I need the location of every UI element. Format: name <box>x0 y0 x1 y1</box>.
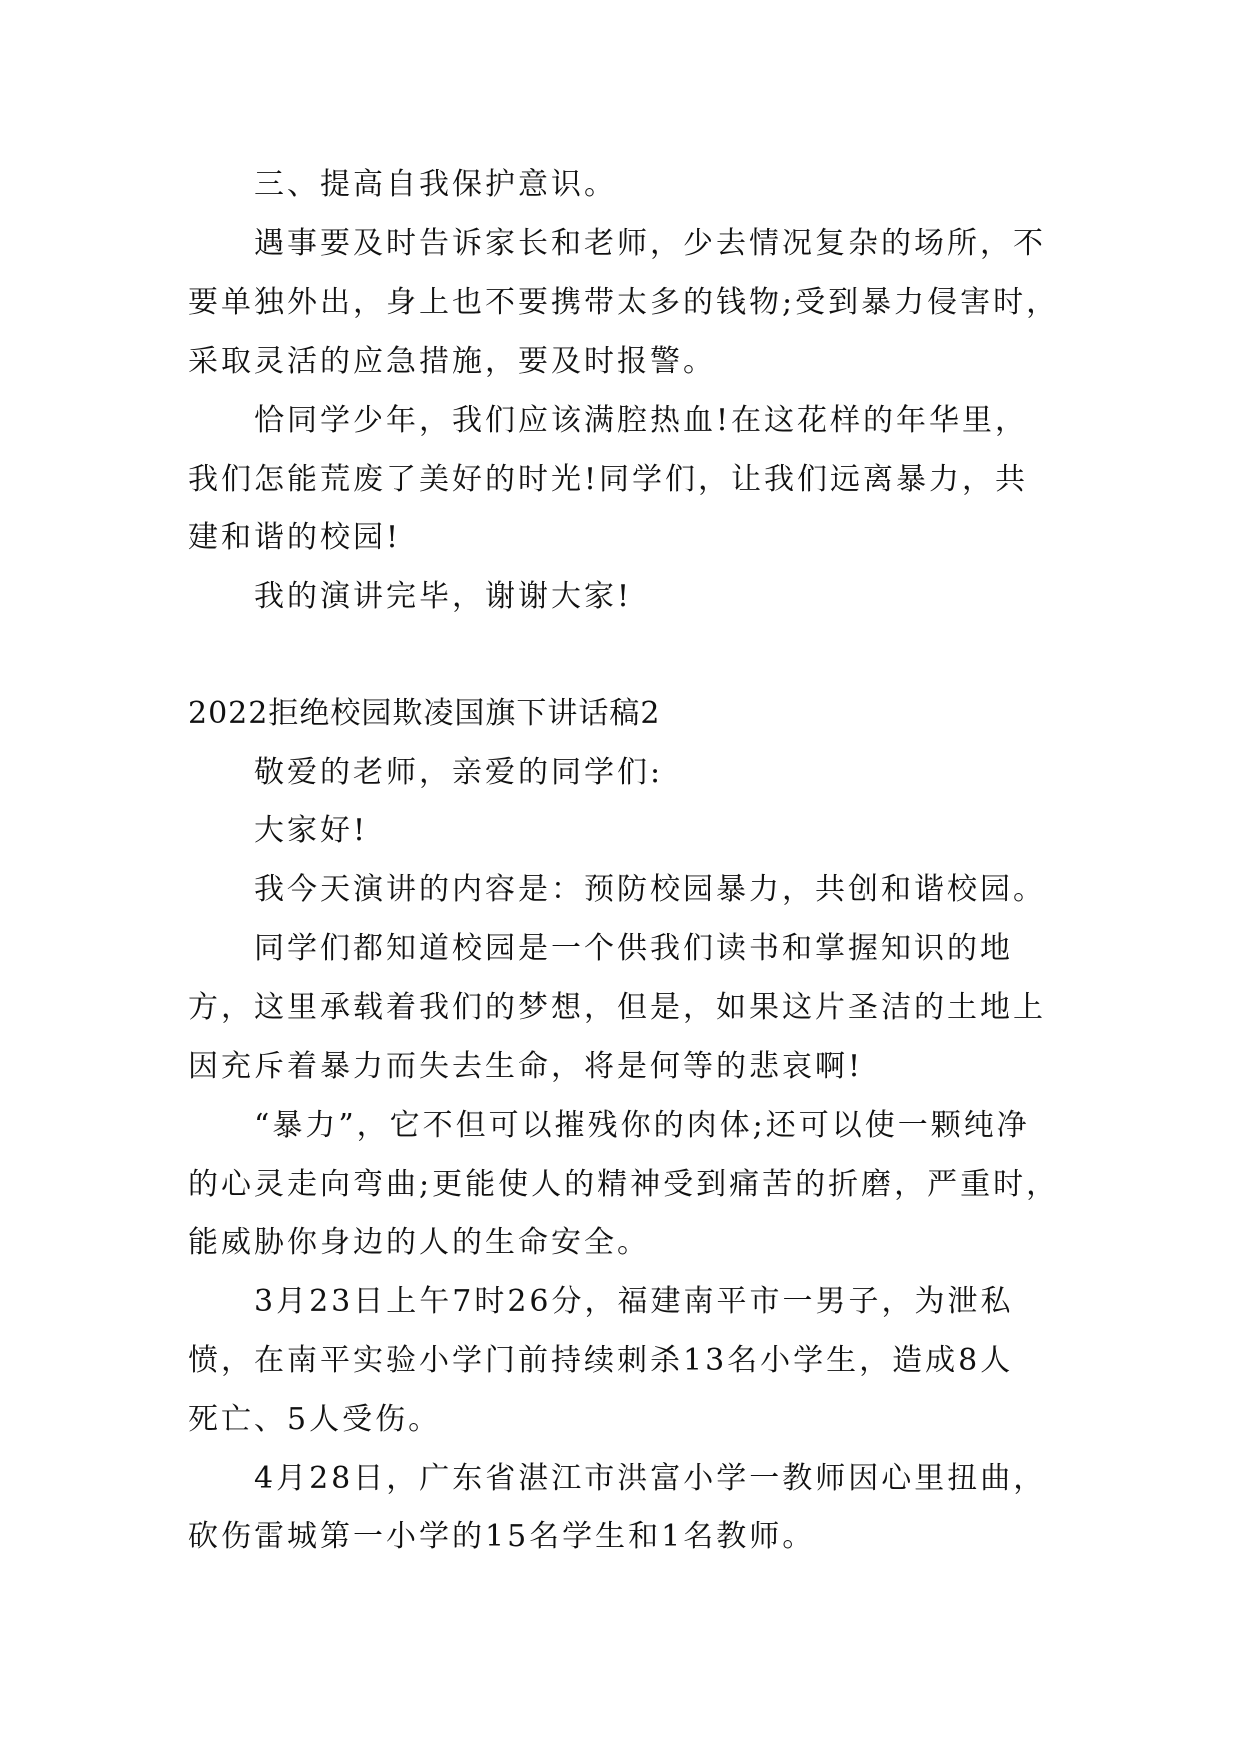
paragraph-line: 同学们都知道校园是一个供我们读书和掌握知识的地 <box>254 931 1013 966</box>
paragraph-line: 砍伤雷城第一小学的15名学生和1名教师。 <box>188 1519 816 1554</box>
paragraph-line: 3月23日上午7时26分，福建南平市一男子，为泄私 <box>254 1284 1014 1319</box>
paragraph-line: 恰同学少年，我们应该满腔热血!在这花样的年华里， <box>254 403 1029 438</box>
speech-title: 2022拒绝校园欺凌国旗下讲话稿2 <box>188 696 661 731</box>
paragraph-line: 我今天演讲的内容是：预防校园暴力，共创和谐校园。 <box>254 872 1046 907</box>
paragraph-line: 4月28日，广东省湛江市洪富小学一教师因心里扭曲， <box>254 1461 1047 1496</box>
closing-line: 我的演讲完毕，谢谢大家! <box>254 579 633 614</box>
paragraph-line: 采取灵活的应急措施，要及时报警。 <box>188 344 716 379</box>
paragraph-line: 愤，在南平实验小学门前持续刺杀13名小学生，造成8人 <box>188 1343 1014 1378</box>
salutation: 敬爱的老师，亲爱的同学们: <box>254 755 664 790</box>
paragraph-line: 建和谐的校园! <box>188 520 402 555</box>
paragraph-line: 遇事要及时告诉家长和老师，少去情况复杂的场所，不 <box>254 226 1046 261</box>
paragraph-line: 方，这里承载着我们的梦想，但是，如果这片圣洁的土地上 <box>188 990 1046 1025</box>
paragraph-line: 的心灵走向弯曲;更能使人的精神受到痛苦的折磨，严重时， <box>188 1167 1060 1202</box>
paragraph-line: “暴力”，它不但可以摧残你的肉体;还可以使一颗纯净 <box>254 1108 1030 1143</box>
paragraph-line: 我们怎能荒废了美好的时光!同学们，让我们远离暴力，共 <box>188 462 1029 497</box>
section-heading-self-protection: 三、提高自我保护意识。 <box>254 167 617 202</box>
paragraph-line: 能威胁你身边的人的生命安全。 <box>188 1225 650 1260</box>
paragraph-line: 要单独外出，身上也不要携带太多的钱物;受到暴力侵害时， <box>188 285 1060 320</box>
greeting: 大家好! <box>254 813 369 848</box>
paragraph-line: 因充斥着暴力而失去生命，将是何等的悲哀啊! <box>188 1049 864 1084</box>
paragraph-line: 死亡、5人受伤。 <box>188 1402 442 1437</box>
